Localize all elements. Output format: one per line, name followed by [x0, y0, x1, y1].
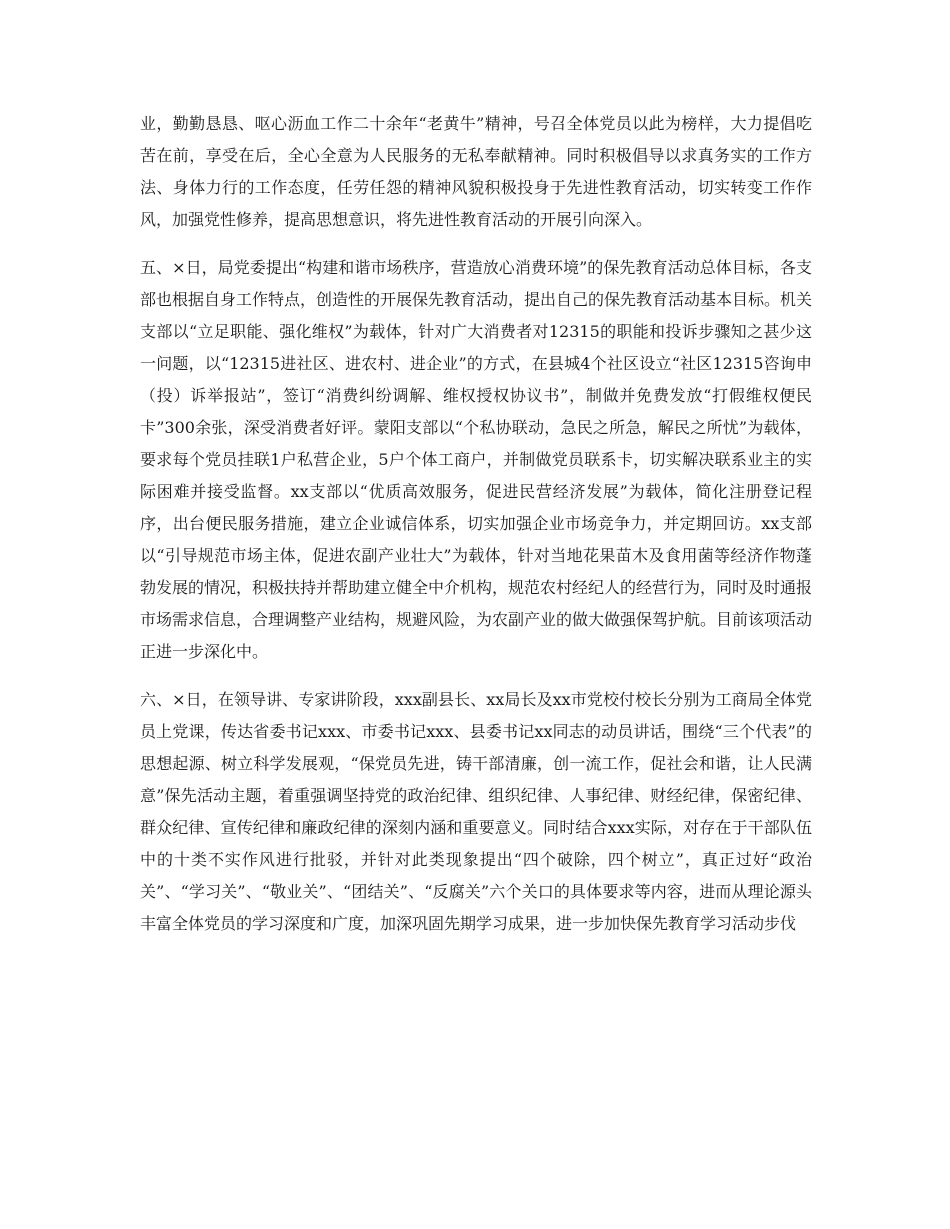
- paragraph-continuation: 业，勤勤恳恳、呕心沥血工作二十余年“老黄牛”精神，号召全体党员以此为榜样，大力提倡吃苦在前，享受在后，全心全意为人民服务的无私奉献精神。同时积极倡导以求真务实的工作方法、身体力行的工作态度，任劳任怨的精神风貌积极投身于先进性教育活动，切实转变工作作风，加强党性修养，提高思想意识，将先进性教育活动的开展引向深入。: [140, 114, 812, 229]
- paragraph-item-six: 六、×日，在领导讲、专家讲阶段，xxx副县长、xx局长及xx市党校付校长分别为工商局全体党员上党课，传达省委书记xxx、市委书记xxx、县委书记xx同志的动员讲话，围绕“三个代表”的思想起源、树立科学发展观，“保党员先进，铸干部清廉，创一流工作，促社会和谐，让人民满意”保先活动主题，着重强调坚持党的政治纪律、组织纪律、人事纪律、财经纪律，保密纪律、群众纪律、宣传纪律和廉政纪律的深刻内涵和重要意义。同时结合xxx实际，对存在于干部队伍中的十类不实作风进行批驳，并针对此类现象提出“四个破除，四个树立”，真正过好“政治关”、“学习关”、“敬业关”、“团结关”、“反腐关”六个关口的具体要求等内容，进而从理论源头丰富全体党员的学习深度和广度，加深巩固先期学习成果，进一步加快保先教育学习活动步伐: [140, 690, 812, 933]
- paragraph-item-five: 五、×日，局党委提出“构建和谐市场秩序，营造放心消费环境”的保先教育活动总体目标，各支部也根据自身工作特点，创造性的开展保先教育活动，提出自己的保先教育活动基本目标。机关支部以“立足职能、强化维权”为载体，针对广大消费者对12315的职能和投诉步骤知之甚少这一问题，以“12315进社区、进农村、进企业”的方式，在县城4个社区设立“社区12315咨询申（投）诉举报站”，签订“消费纠纷调解、维权授权协议书”，制做并免费发放“打假维权便民卡”300余张，深受消费者好评。蒙阳支部以“个私协联动，急民之所急，解民之所忧”为载体，要求每个党员挂联1户私营企业，5户个体工商户，并制做党员联系卡，切实解决联系业主的实际困难并接受监督。xx支部以“优质高效服务，促进民营经济发展”为载体，简化注册登记程序，出台便民服务措施，建立企业诚信体系，切实加强企业市场竞争力，并定期回访。xx支部以“引导规范市场主体，促进农副产业壮大”为载体，针对当地花果苗木及食用菌等经济作物蓬勃发展的情况，积极扶持并帮助建立健全中介机构，规范农村经纪人的经营行为，同时及时通报市场需求信息，合理调整产业结构，规避风险，为农副产业的做大做强保驾护航。目前该项活动正进一步深化中。: [140, 258, 813, 661]
- document-body: [140, 108, 812, 956]
